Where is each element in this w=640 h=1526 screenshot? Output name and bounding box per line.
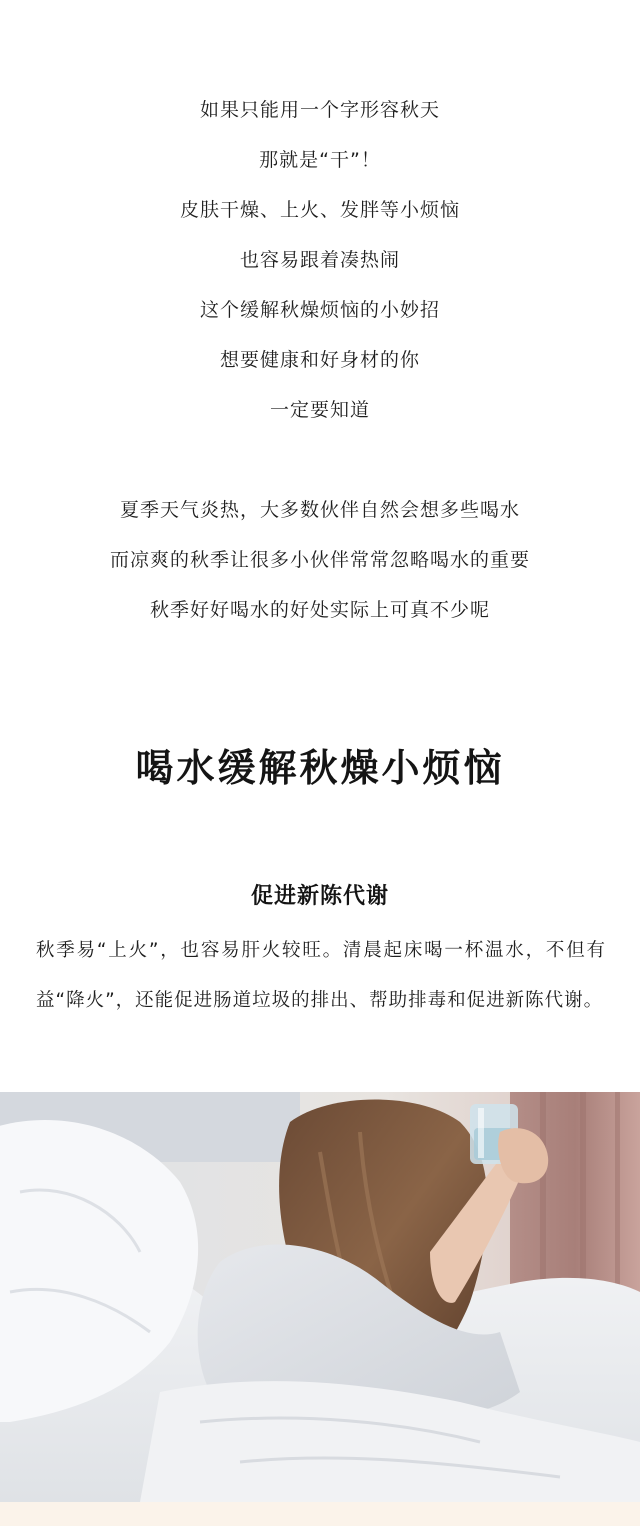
intro-line: 如果只能用一个字形容秋天	[199, 99, 440, 121]
paragraph-line: 而凉爽的秋季让很多小伙伴常常忽略喝水的重要	[109, 549, 530, 571]
intro-line: 也容易跟着凑热闹	[239, 249, 400, 271]
sub-section-body: 秋季易“上火”，也容易肝火较旺。清晨起床喝一杯温水，不但有益“降火”，还能促进肠道垃圾的排出、帮助排毒和促进新陈代谢。	[36, 940, 606, 1011]
intro-lines	[0, 85, 640, 435]
intro-line: 这个缓解秋燥烦恼的小妙招	[199, 299, 440, 321]
intro-line: 一定要知道	[269, 399, 370, 421]
woman-drinking-water-in-bed-photo	[0, 1092, 640, 1502]
intro-line: 想要健康和好身材的你	[219, 349, 420, 371]
sub-section-title: 促进新陈代谢	[250, 884, 389, 909]
section-title: 喝水缓解秋燥小烦恼	[135, 746, 505, 790]
paragraph-line: 秋季好好喝水的好处实际上可真不少呢	[149, 599, 490, 621]
paragraph-lines	[0, 485, 640, 635]
curtain	[510, 1092, 640, 1292]
intro-line: 那就是“干”！	[259, 149, 381, 171]
bottom-strip	[0, 1502, 640, 1526]
paragraph-line: 夏季天气炎热，大多数伙伴自然会想多些喝水	[119, 499, 520, 521]
intro-line: 皮肤干燥、上火、发胖等小烦恼	[179, 199, 460, 221]
